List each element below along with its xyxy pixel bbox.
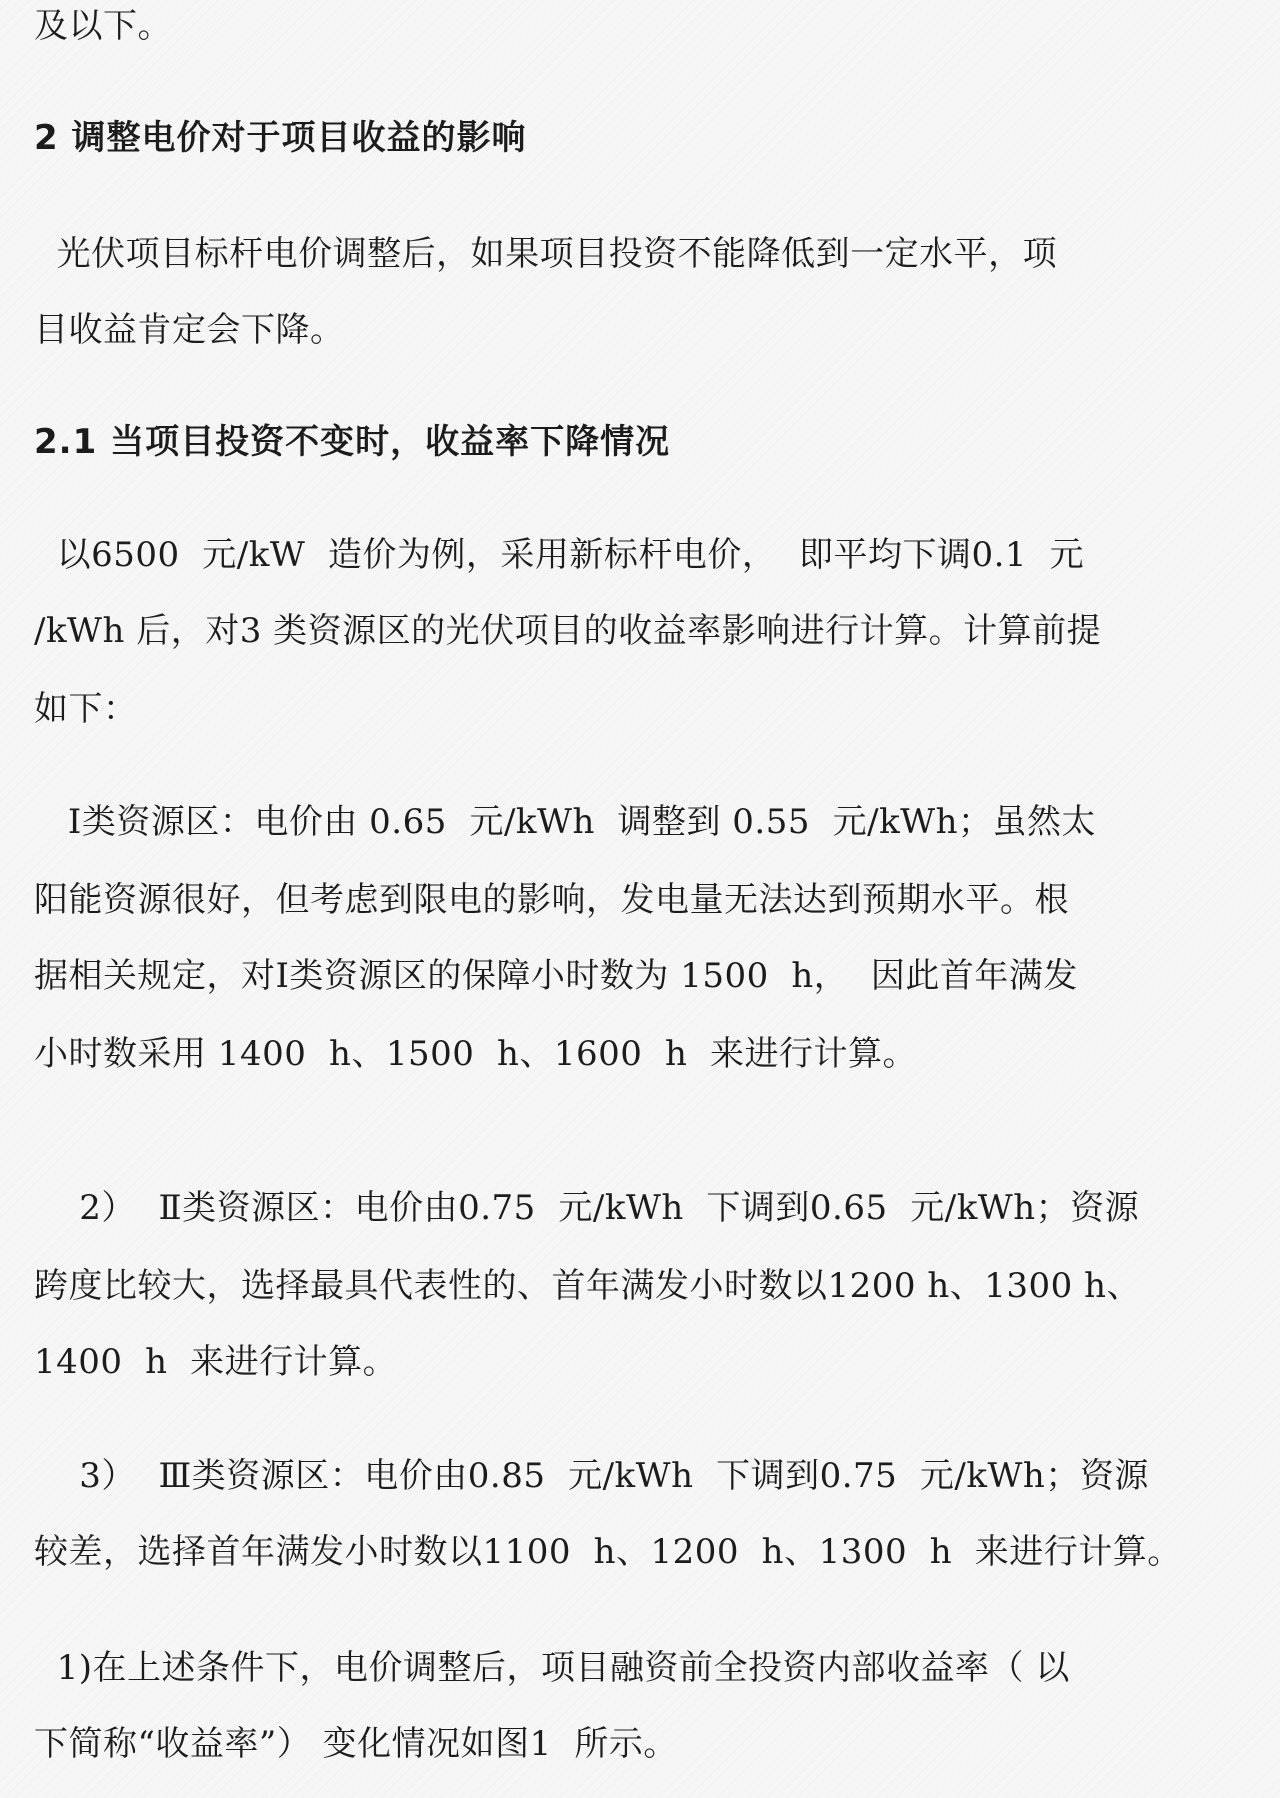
section-2-1-para-line: /kWh 后，对3 类资源区的光伏项目的收益率影响进行计算。计算前提 [34, 611, 1102, 651]
class-2-para-line: 2） Ⅱ类资源区：电价由0.75 元/kWh 下调到0.65 元/kWh；资源 [34, 1188, 1140, 1228]
section-2-1-para-line: 如下： [34, 689, 138, 729]
class-2-para-line: 跨度比较大，选择最具代表性的、首年满发小时数以1200 h、1300 h、 [34, 1266, 1141, 1306]
class-1-para-line: Ⅰ类资源区：电价由 0.65 元/kWh 调整到 0.55 元/kWh；虽然太 [34, 802, 1097, 842]
section-2-para-line: 目收益肯定会下降。 [34, 310, 345, 350]
result-para-line: 下简称“收益率”） 变化情况如图1 所示。 [34, 1724, 678, 1764]
class-3-para-line: 3） Ⅲ类资源区：电价由0.85 元/kWh 下调到0.75 元/kWh；资源 [34, 1456, 1149, 1496]
class-2-para-line: 1400 h 来进行计算。 [34, 1342, 398, 1382]
class-3-para-line: 较差，选择首年满发小时数以1100 h、1200 h、1300 h 来进行计算。 [34, 1532, 1182, 1572]
section-2-1-heading: 2.1 当项目投资不变时，收益率下降情况 [34, 422, 671, 462]
section-2-heading: 2 调整电价对于项目收益的影响 [34, 118, 527, 158]
intro-tail-text: 及以下。 [34, 6, 172, 46]
section-2-para-line: 光伏项目标杆电价调整后，如果项目投资不能降低到一定水平，项 [34, 234, 1058, 274]
class-1-para-line: 小时数采用 1400 h、1500 h、1600 h 来进行计算。 [34, 1034, 918, 1074]
result-para-line: 1)在上述条件下，电价调整后，项目融资前全投资内部收益率（ 以 [34, 1648, 1070, 1688]
section-2-1-para-line: 以6500 元/kW 造价为例，采用新标杆电价， 即平均下调0.1 元 [34, 535, 1085, 575]
class-1-para-line: 据相关规定，对Ⅰ类资源区的保障小时数为 1500 h， 因此首年满发 [34, 956, 1078, 996]
class-1-para-line: 阳能资源很好，但考虑到限电的影响，发电量无法达到预期水平。根 [34, 880, 1069, 920]
